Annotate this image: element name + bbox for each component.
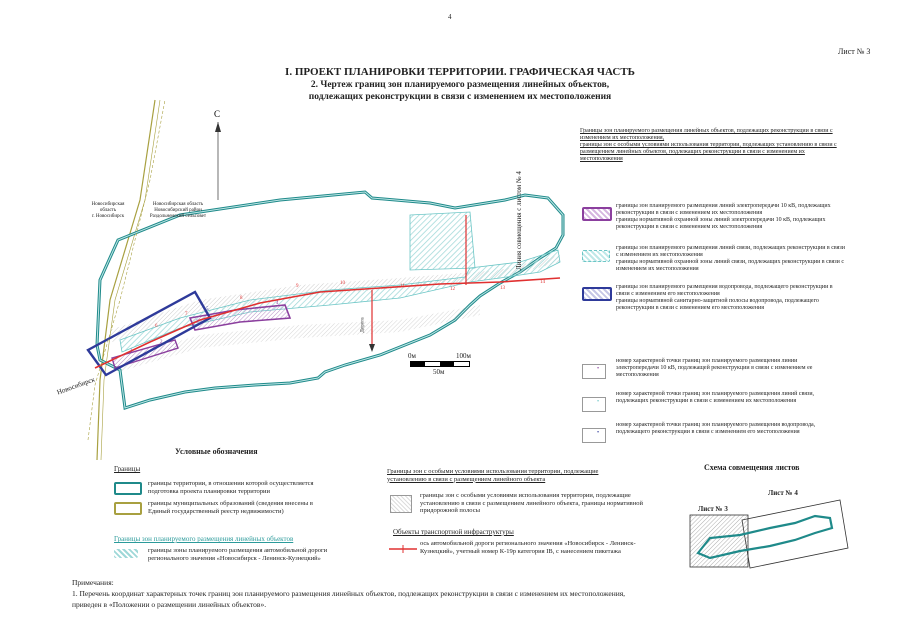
powerline-swatch	[582, 207, 612, 221]
legend-waterpipe-text-1: границы зон планируемого размещения водопровода, подлежащего реконструкции в связи с изменением его местоположения	[616, 284, 833, 297]
legend-transport-head: Объекты транспортной инфраструктуры	[393, 528, 514, 536]
right-legend-intro	[580, 128, 845, 163]
region-right	[138, 202, 218, 220]
legend-waterpipe-text-2: границы нормативной санитарно-защитной полосы водопровода, подлежащего реконструкции в связи с изменением его местоположения	[616, 298, 819, 311]
page-title: I. ПРОЕКТ ПЛАНИРОВКИ ТЕРРИТОРИИ. ГРАФИЧЕСКАЯ ЧАСТЬ	[285, 66, 635, 78]
scheme-diagram	[680, 498, 860, 573]
region-left-line-3: г. Новосибирск	[91, 214, 125, 219]
region-left	[78, 202, 138, 220]
point-waterpipe-marker: •	[597, 430, 600, 436]
legend-special-head: Границы зон с особыми условиями использования территории, подлежащие установлению в связи с размещением линейного объекта	[387, 468, 599, 483]
point-waterpipe-box	[582, 428, 606, 443]
scale-100: 100м	[456, 352, 471, 360]
map-point-13: 13	[500, 286, 505, 291]
communications-swatch	[582, 250, 610, 262]
scale-0: 0м	[408, 352, 416, 360]
sheet-label: Лист № 3	[838, 47, 871, 56]
map-point-12: 12	[450, 287, 455, 292]
communications-zone	[120, 250, 560, 352]
match-line-label: Линия совмещения с листом № 4	[515, 171, 523, 270]
waterpipe-swatch	[582, 287, 612, 301]
page-subtitle-1: 2. Чертеж границ зон планируемого размещения линейных объектов,	[310, 80, 610, 90]
map-point-3: 3	[196, 320, 199, 325]
legend-transport-1: ось автомобильной дороги регионального значения «Новосибирск - Ленинск-Кузнецкий», учетный номер К-19р категория IВ, с нанесением пикетажа	[420, 540, 636, 555]
legend-powerline-text-2: границы нормативной охранной зоны линий электропередачи 10 кВ, подлежащих реконструкции в связи с изменением их местоположения	[616, 217, 826, 230]
legend-title: Условные обозначения	[175, 447, 258, 456]
legend-point-waterpipe: номер характерной точки границ зон планируемого размещения водопровода, подлежащего реконструкции в связи с изменением его местоположения	[616, 422, 816, 435]
map-point-7: 7	[185, 312, 188, 317]
legend-communications-text-2: границы нормативной охранной зоны линий связи, подлежащих реконструкции в связи с изменением их местоположения	[616, 259, 845, 272]
legend-zone-1: границы зоны планируемого размещения автомобильной дороги регионального значения «Новосибирск - Ленинск-Кузнецкий»	[148, 547, 328, 562]
scale-50: 50м	[433, 368, 445, 376]
region-right-line-2: Новосибирский район	[154, 208, 202, 213]
road-axis-swatch	[388, 544, 418, 558]
legend-powerline-text-1: границы зон планируемого размещения линий электропередачи 10 кВ, подлежащих реконструкции в связи с изменением их местоположения	[616, 203, 831, 216]
legend-communications-text-1: границы зон планируемого размещения линий связи, подлежащих реконструкции в связи с изменением их местоположения	[616, 245, 845, 258]
legend-powerline	[616, 203, 846, 231]
map-point-4: 4	[276, 301, 279, 306]
map-point-6: 6	[155, 324, 158, 329]
scheme-sheet-3: Лист № 3	[698, 505, 728, 513]
municipal-swatch	[114, 502, 142, 515]
legend-special-1: границы зон с особыми условиями использования территории, подлежащие установлению в связи с размещением линейного объекта, границы нормативной придорожной полосы	[420, 492, 643, 514]
page-subtitle-2: подлежащих реконструкции в связи с изменением их местоположения	[308, 92, 612, 102]
page-number: 4	[448, 13, 452, 21]
point-communications-box	[582, 397, 606, 412]
region-right-line-1: Новосибирская область	[152, 202, 204, 207]
map-point-11: 11	[400, 284, 405, 289]
notes-line-1: 1. Перечень координат характерных точек границ зон планируемого размещения линейных объектов, подлежащих реконструкции в связи с изменением их местоположения,	[72, 589, 626, 598]
territory-swatch	[114, 482, 142, 495]
notes-line-2: приведен в «Положении о размещении линейных объектов».	[72, 600, 267, 609]
point-powerline-marker: •	[597, 366, 600, 372]
legend-point-powerline: номер характерной точки границ зон планируемого размещения линии электропередачи 10 кВ, подлежащей реконструкции в связи с изменением ее местоположения	[616, 358, 813, 378]
special-swatch	[390, 495, 412, 513]
scheme-sheet-4: Лист № 4	[768, 489, 798, 497]
map-point-9: 9	[296, 284, 299, 289]
map-point-5: 5	[206, 307, 209, 312]
map-point-8: 8	[240, 296, 243, 301]
legend-border-1: границы территории, в отношении которой осуществляется подготовка проекта планировки территории	[148, 480, 314, 495]
map-point-10: 10	[340, 281, 345, 286]
right-legend-intro-1: Границы зон планируемого размещения линейных объектов, подлежащих реконструкции в связи с изменением их местоположения,	[580, 128, 833, 141]
legend-border-2: границы муниципальных образований (сведения внесены в Единый государственный реестр недвижимости)	[148, 500, 313, 515]
legend-zones-head: Границы зон планируемого размещения линейных объектов	[114, 535, 294, 543]
right-legend-intro-2: границы зон с особыми условиями использования территории, подлежащих установлению в связи с размещением линейных объектов, подлежащих реконструкции в связи с изменением их местоположения	[580, 142, 837, 162]
legend-waterpipe	[616, 284, 846, 312]
road-label: Новосибирск	[55, 375, 96, 397]
map-point-2: 2	[160, 340, 163, 345]
zone-swatch	[114, 549, 138, 558]
scheme-title: Схема совмещения листов	[704, 463, 800, 472]
scale-bar	[410, 361, 470, 367]
map-point-1: 1	[130, 349, 133, 354]
map-point-14: 14	[540, 280, 545, 285]
legend-communications	[616, 245, 846, 273]
region-right-line-3: Раздольненский сельсовет	[149, 214, 207, 219]
road-vertical-label: Дорога	[360, 317, 366, 333]
point-powerline-box	[582, 364, 606, 379]
region-left-line-1: Новосибирская	[91, 202, 125, 207]
point-communications-marker: •	[597, 399, 600, 405]
notes-head: Примечания:	[72, 578, 114, 587]
north-label: С	[214, 109, 221, 119]
legend-borders-head: Границы	[114, 465, 141, 473]
region-left-line-2: область	[99, 208, 117, 213]
legend-point-communications: номер характерной точки границ зон планируемого размещения линий связи, подлежащих реконструкции в связи с изменением их местоположения	[616, 391, 815, 404]
